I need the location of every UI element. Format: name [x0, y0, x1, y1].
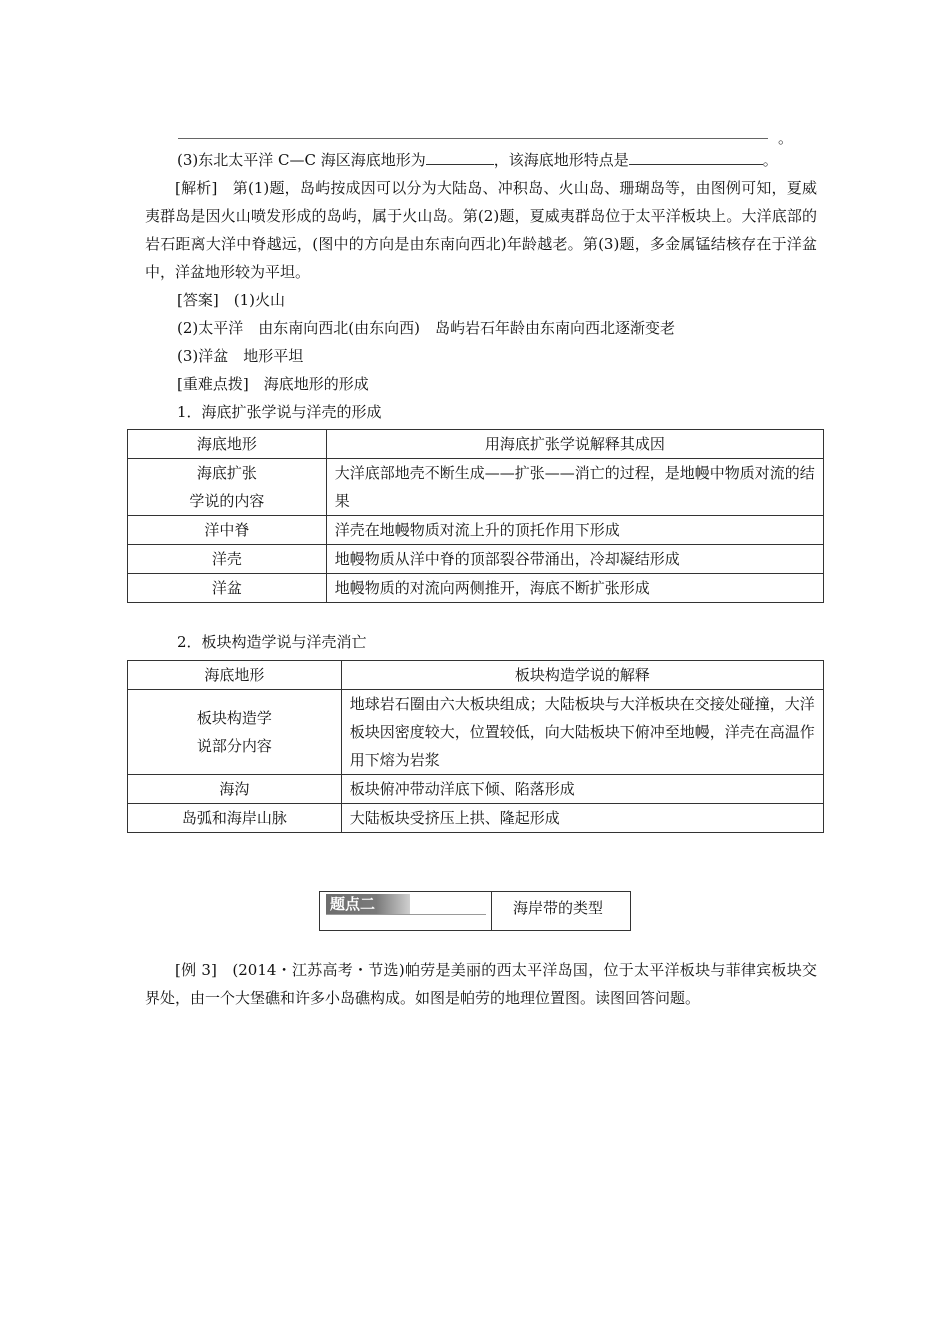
table-header-cell: 海底地形	[128, 430, 327, 459]
analysis-label: [解析]	[175, 179, 218, 197]
question-3-prefix: (3)东北太平洋 C—C 海区海底地形为	[177, 151, 426, 169]
analysis-text: 第(1)题，岛屿按成因可以分为大陆岛、冲积岛、火山岛、珊瑚岛等，由图例可知，夏威夷群岛是因火山喷发形成的岛屿，属于火山岛。第(2)题，夏威夷群岛位于太平洋板块上。大洋底部的岩石距离大洋中脊越远，(图中的方向是由东南向西北)年龄越老。第(3)题，多金属锰结核存在于洋盆中，洋盆地形较为平坦。	[145, 179, 817, 281]
term-line: 学说的内容	[189, 492, 265, 510]
table-desc-cell: 板块俯冲带动洋底下倾、陷落形成	[341, 775, 823, 804]
table-term-cell: 洋盆	[128, 574, 327, 603]
table-row	[128, 690, 824, 775]
table-desc-cell: 地幔物质的对流向两侧推开，海底不断扩张形成	[326, 574, 823, 603]
example-source: (2014・江苏高考・节选)	[232, 961, 405, 979]
question-3	[177, 146, 778, 174]
answer-label: [答案]	[177, 291, 219, 309]
example-text: 帕劳是美丽的西太平洋岛国，位于太平洋板块与菲律宾板块交界处，由一个大堡礁和许多小岛礁构成。如图是帕劳的地理位置图。读图回答问题。	[145, 961, 817, 1007]
seafloor-spreading-table	[127, 429, 824, 603]
table-row	[128, 804, 824, 833]
table-row	[128, 775, 824, 804]
term-line: 海底扩张	[196, 464, 257, 482]
topic-title: 海岸带的类型	[513, 899, 604, 917]
answer-line-period: 。	[778, 129, 794, 147]
answer-line-2: (2)太平洋 由东南向西北(由东向西) 岛屿岩石年龄由东南向西北逐渐变老	[177, 319, 675, 337]
table-header-cell: 用海底扩张学说解释其成因	[326, 430, 823, 459]
example-label: [例 3]	[175, 961, 217, 979]
key-point-label: [重难点拨]	[177, 375, 249, 393]
table-desc-cell: 地球岩石圈由六大板块组成；大陆板块与大洋板块在交接处碰撞，大洋板块因密度较大，位置较低，向大陆板块下俯冲至地幔，洋壳在高温作用下熔为岩浆	[341, 690, 823, 775]
table-term-cell: 洋中脊	[128, 516, 327, 545]
analysis-paragraph	[145, 174, 817, 286]
table-term-cell	[128, 690, 342, 775]
answer-line-3: (3)洋盆 地形平坦	[177, 347, 304, 365]
term-line: 说部分内容	[196, 737, 272, 755]
topic-tag-underline	[326, 914, 486, 915]
table-desc-cell: 地幔物质从洋中脊的顶部裂谷带涌出，冷却凝结形成	[326, 545, 823, 574]
answer-line-1	[177, 286, 285, 314]
section-1-heading: 1．海底扩张学说与洋壳的形成	[177, 403, 382, 421]
table-header-row	[128, 661, 824, 690]
table-header-cell: 海底地形	[128, 661, 342, 690]
question-3-blank-1	[426, 146, 494, 165]
answer-1: (1)火山	[233, 291, 285, 309]
table-header-cell: 板块构造学说的解释	[341, 661, 823, 690]
table-row	[128, 516, 824, 545]
answer-blank-line	[178, 138, 768, 139]
table-row	[128, 545, 824, 574]
example-paragraph	[145, 956, 817, 1012]
question-3-blank-2	[629, 146, 763, 165]
table-desc-cell: 洋壳在地幔物质对流上升的顶托作用下形成	[326, 516, 823, 545]
table-term-cell: 岛弧和海岸山脉	[128, 804, 342, 833]
table-term-cell: 洋壳	[128, 545, 327, 574]
table-header-row	[128, 430, 824, 459]
topic-header-box	[319, 891, 631, 931]
key-point-title: 海底地形的形成	[263, 375, 369, 393]
plate-tectonics-table	[127, 660, 824, 833]
topic-divider	[491, 892, 492, 930]
section-2-heading: 2．板块构造学说与洋壳消亡	[177, 633, 367, 651]
table-term-cell	[128, 459, 327, 516]
table-desc-cell: 大陆板块受挤压上拱、隆起形成	[341, 804, 823, 833]
table-term-cell: 海沟	[128, 775, 342, 804]
key-point-line	[177, 370, 369, 398]
table-row	[128, 574, 824, 603]
table-desc-cell: 大洋底部地壳不断生成——扩张——消亡的过程，是地幔中物质对流的结果	[326, 459, 823, 516]
question-3-middle: ，该海底地形特点是	[493, 151, 629, 169]
question-3-end: 。	[762, 151, 778, 169]
topic-tag: 题点二	[326, 894, 410, 914]
term-line: 板块构造学	[196, 709, 272, 727]
table-row	[128, 459, 824, 516]
